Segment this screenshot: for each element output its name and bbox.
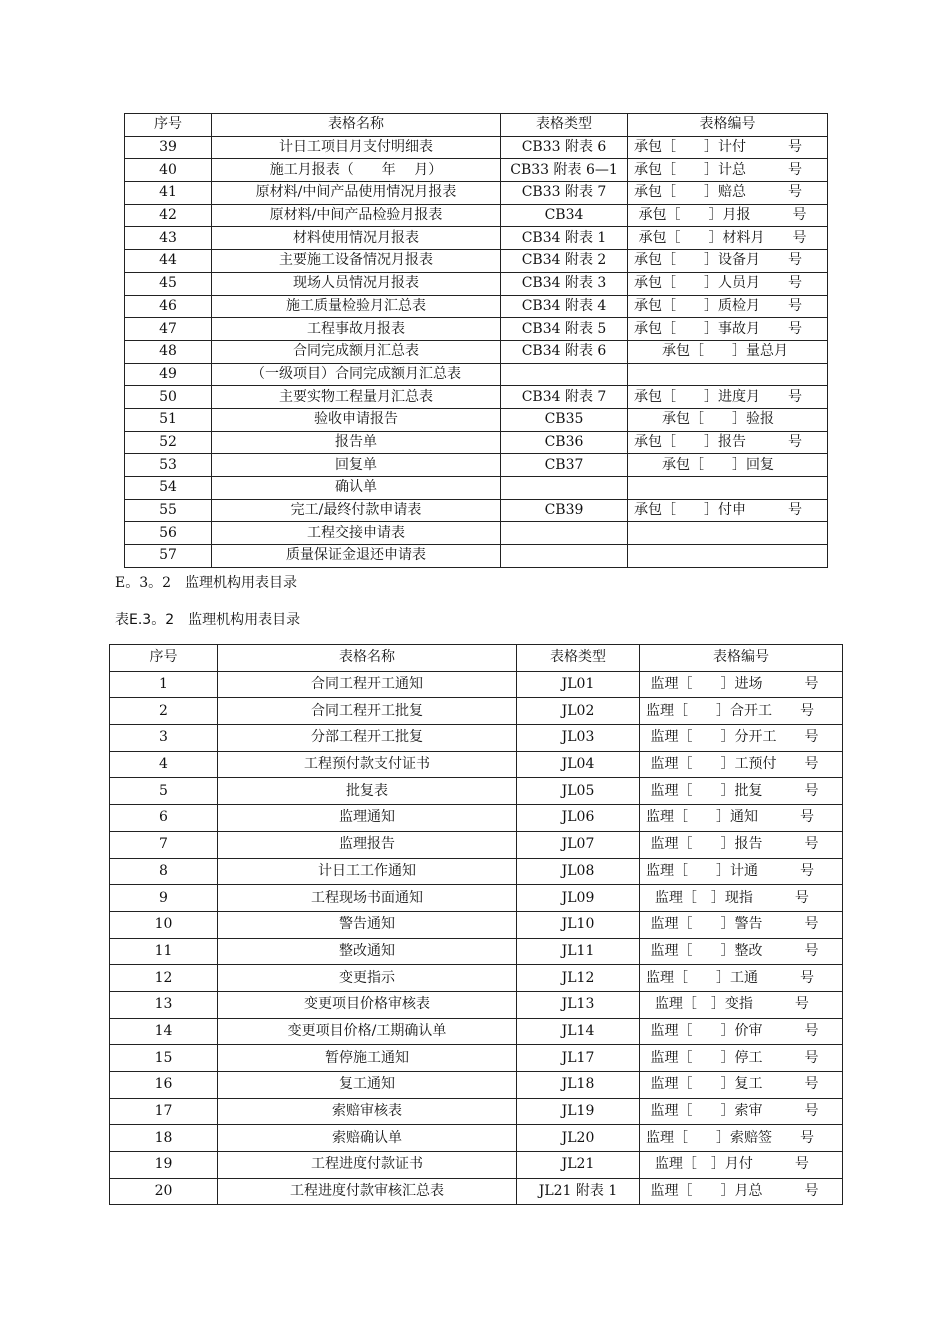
- form-code: 承包［ ］赔总 号: [628, 182, 828, 205]
- row-index: 40: [125, 159, 212, 182]
- form-code: 承包［ ］人员月 号: [628, 272, 828, 295]
- table-caption: 表E.3。2 监理机构用表目录: [115, 612, 301, 628]
- form-code: 监理［ ］停工 号: [640, 1045, 843, 1072]
- row-index: 7: [110, 831, 218, 858]
- row-index: 54: [125, 477, 212, 500]
- table-row: [110, 805, 843, 832]
- form-code: 监理［ ］整改 号: [640, 938, 843, 965]
- table-header-row: [110, 645, 843, 672]
- form-type: [501, 363, 628, 386]
- row-index: 55: [125, 499, 212, 522]
- table-row: [110, 858, 843, 885]
- form-name: 变更项目价格/工期确认单: [218, 1018, 517, 1045]
- form-name: 合同工程开工通知: [218, 671, 517, 698]
- row-index: 3: [110, 725, 218, 752]
- table-row: [125, 477, 828, 500]
- table-row: [110, 938, 843, 965]
- header-index: 序号: [125, 114, 212, 137]
- row-index: 20: [110, 1178, 218, 1205]
- form-name: 批复表: [218, 778, 517, 805]
- form-name: 工程事故月报表: [212, 318, 501, 341]
- form-name: 质量保证金退还申请表: [212, 545, 501, 568]
- row-index: 45: [125, 272, 212, 295]
- form-type: JL02: [517, 698, 640, 725]
- form-code: 监理［ ］合开工 号: [640, 698, 843, 725]
- section-heading: E。3。2 监理机构用表目录: [115, 575, 298, 591]
- form-code: 监理［ ］通知 号: [640, 805, 843, 832]
- form-name: 主要施工设备情况月报表: [212, 250, 501, 273]
- form-code: [628, 477, 828, 500]
- row-index: 19: [110, 1152, 218, 1179]
- row-index: 57: [125, 545, 212, 568]
- row-index: 50: [125, 386, 212, 409]
- form-code: [628, 522, 828, 545]
- table-row: [110, 1152, 843, 1179]
- table-row: [110, 698, 843, 725]
- table-row: [125, 272, 828, 295]
- form-type: JL19: [517, 1098, 640, 1125]
- table-row: [125, 159, 828, 182]
- table-row: [125, 522, 828, 545]
- form-name: 确认单: [212, 477, 501, 500]
- header-form-type: 表格类型: [501, 114, 628, 137]
- row-index: 42: [125, 204, 212, 227]
- form-name: 监理通知: [218, 805, 517, 832]
- form-type: CB39: [501, 499, 628, 522]
- form-name: 回复单: [212, 454, 501, 477]
- form-type: JL10: [517, 911, 640, 938]
- form-code: 承包［ ］量总月: [628, 340, 828, 363]
- table-row: [110, 991, 843, 1018]
- form-name: 材料使用情况月报表: [212, 227, 501, 250]
- form-code: 监理［ ］工通 号: [640, 965, 843, 992]
- row-index: 11: [110, 938, 218, 965]
- form-name: 索赔审核表: [218, 1098, 517, 1125]
- header-form-type: 表格类型: [517, 645, 640, 672]
- table-row: [125, 499, 828, 522]
- row-index: 9: [110, 885, 218, 912]
- form-type: CB33 附表 7: [501, 182, 628, 205]
- form-name: 原材料/中间产品检验月报表: [212, 204, 501, 227]
- header-form-code: 表格编号: [640, 645, 843, 672]
- table-header-row: [125, 114, 828, 137]
- table-row: [110, 725, 843, 752]
- form-name: 工程进度付款审核汇总表: [218, 1178, 517, 1205]
- table-row: [110, 1018, 843, 1045]
- row-index: 41: [125, 182, 212, 205]
- table-row: [125, 363, 828, 386]
- form-code: [628, 363, 828, 386]
- form-name: 验收申请报告: [212, 408, 501, 431]
- form-code: 承包［ ］设备月 号: [628, 250, 828, 273]
- table-row: [110, 778, 843, 805]
- table-row: [125, 431, 828, 454]
- form-code: 监理［ ］工预付 号: [640, 751, 843, 778]
- form-name: 工程现场书面通知: [218, 885, 517, 912]
- form-name: 复工通知: [218, 1072, 517, 1099]
- form-type: JL20: [517, 1125, 640, 1152]
- row-index: 47: [125, 318, 212, 341]
- table-row: [110, 1125, 843, 1152]
- form-code: [628, 545, 828, 568]
- table-row: [125, 295, 828, 318]
- form-type: CB34 附表 6: [501, 340, 628, 363]
- table-row: [110, 1072, 843, 1099]
- row-index: 18: [110, 1125, 218, 1152]
- row-index: 14: [110, 1018, 218, 1045]
- form-type: JL06: [517, 805, 640, 832]
- row-index: 10: [110, 911, 218, 938]
- table-row: [110, 751, 843, 778]
- row-index: 2: [110, 698, 218, 725]
- row-index: 39: [125, 136, 212, 159]
- table-row: [110, 885, 843, 912]
- row-index: 1: [110, 671, 218, 698]
- row-index: 46: [125, 295, 212, 318]
- form-type: JL11: [517, 938, 640, 965]
- form-type: CB34 附表 3: [501, 272, 628, 295]
- table-row: [110, 965, 843, 992]
- form-name: 变更指示: [218, 965, 517, 992]
- form-type: CB34 附表 2: [501, 250, 628, 273]
- row-index: 8: [110, 858, 218, 885]
- table-row: [110, 831, 843, 858]
- row-index: 13: [110, 991, 218, 1018]
- row-index: 49: [125, 363, 212, 386]
- form-code: 监理［ ］批复 号: [640, 778, 843, 805]
- form-code: 承包［ ］计总 号: [628, 159, 828, 182]
- table-row: [110, 1178, 843, 1205]
- form-code: 承包［ ］质检月 号: [628, 295, 828, 318]
- form-name: 计日工工作通知: [218, 858, 517, 885]
- form-type: JL21 附表 1: [517, 1178, 640, 1205]
- form-name: 主要实物工程量月汇总表: [212, 386, 501, 409]
- form-type: CB34: [501, 204, 628, 227]
- form-name: 合同完成额月汇总表: [212, 340, 501, 363]
- form-type: CB34 附表 7: [501, 386, 628, 409]
- row-index: 53: [125, 454, 212, 477]
- row-index: 43: [125, 227, 212, 250]
- table-row: [110, 671, 843, 698]
- table-row: [125, 545, 828, 568]
- form-type: CB34 附表 1: [501, 227, 628, 250]
- form-type: JL04: [517, 751, 640, 778]
- form-type: [501, 545, 628, 568]
- form-name: （一级项目）合同完成额月汇总表: [212, 363, 501, 386]
- form-name: 监理报告: [218, 831, 517, 858]
- row-index: 56: [125, 522, 212, 545]
- form-code: 承包［ ］事故月 号: [628, 318, 828, 341]
- table-row: [110, 1098, 843, 1125]
- table-row: [125, 386, 828, 409]
- form-type: JL21: [517, 1152, 640, 1179]
- form-name: 原材料/中间产品使用情况月报表: [212, 182, 501, 205]
- contractor-forms-table: [124, 113, 828, 568]
- form-code: 承包［ ］进度月 号: [628, 386, 828, 409]
- form-code: 监理［ ］月付 号: [640, 1152, 843, 1179]
- row-index: 17: [110, 1098, 218, 1125]
- form-name: 计日工项目月支付明细表: [212, 136, 501, 159]
- form-code: 监理［ ］价审 号: [640, 1018, 843, 1045]
- form-type: JL01: [517, 671, 640, 698]
- header-index: 序号: [110, 645, 218, 672]
- form-type: [501, 477, 628, 500]
- form-name: 施工月报表（ 年 月）: [212, 159, 501, 182]
- table-row: [110, 911, 843, 938]
- supervision-forms-table: [109, 644, 843, 1205]
- form-type: CB33 附表 6: [501, 136, 628, 159]
- table-row: [125, 250, 828, 273]
- form-code: 监理［ ］报告 号: [640, 831, 843, 858]
- form-type: CB34 附表 5: [501, 318, 628, 341]
- form-type: JL17: [517, 1045, 640, 1072]
- form-name: 暂停施工通知: [218, 1045, 517, 1072]
- form-code: 承包［ ］回复: [628, 454, 828, 477]
- form-code: 监理［ ］进场 号: [640, 671, 843, 698]
- row-index: 48: [125, 340, 212, 363]
- form-code: 承包［ ］付申 号: [628, 499, 828, 522]
- table-row: [125, 408, 828, 431]
- form-type: JL07: [517, 831, 640, 858]
- form-type: JL05: [517, 778, 640, 805]
- header-form-name: 表格名称: [218, 645, 517, 672]
- header-form-name: 表格名称: [212, 114, 501, 137]
- form-type: JL08: [517, 858, 640, 885]
- form-type: JL14: [517, 1018, 640, 1045]
- form-code: 监理［ ］索审 号: [640, 1098, 843, 1125]
- row-index: 52: [125, 431, 212, 454]
- form-code: 监理［ ］计通 号: [640, 858, 843, 885]
- form-code: 监理［ ］月总 号: [640, 1178, 843, 1205]
- table-row: [125, 454, 828, 477]
- form-name: 整改通知: [218, 938, 517, 965]
- form-code: 承包［ ］计付 号: [628, 136, 828, 159]
- form-name: 工程进度付款证书: [218, 1152, 517, 1179]
- form-name: 施工质量检验月汇总表: [212, 295, 501, 318]
- form-code: 监理［ ］索赔签 号: [640, 1125, 843, 1152]
- form-name: 工程预付款支付证书: [218, 751, 517, 778]
- row-index: 16: [110, 1072, 218, 1099]
- header-form-code: 表格编号: [628, 114, 828, 137]
- form-name: 警告通知: [218, 911, 517, 938]
- form-name: 变更项目价格审核表: [218, 991, 517, 1018]
- form-code: 监理［ ］警告 号: [640, 911, 843, 938]
- form-type: CB37: [501, 454, 628, 477]
- form-type: CB34 附表 4: [501, 295, 628, 318]
- form-name: 索赔确认单: [218, 1125, 517, 1152]
- row-index: 51: [125, 408, 212, 431]
- form-name: 工程交接申请表: [212, 522, 501, 545]
- form-name: 现场人员情况月报表: [212, 272, 501, 295]
- form-code: 承包［ ］验报: [628, 408, 828, 431]
- form-type: [501, 522, 628, 545]
- row-index: 5: [110, 778, 218, 805]
- form-type: CB36: [501, 431, 628, 454]
- form-type: JL13: [517, 991, 640, 1018]
- row-index: 6: [110, 805, 218, 832]
- form-name: 完工/最终付款申请表: [212, 499, 501, 522]
- form-code: 监理［ ］变指 号: [640, 991, 843, 1018]
- form-code: 承包［ ］材料月 号: [628, 227, 828, 250]
- row-index: 44: [125, 250, 212, 273]
- form-name: 报告单: [212, 431, 501, 454]
- form-name: 合同工程开工批复: [218, 698, 517, 725]
- form-type: CB33 附表 6—1: [501, 159, 628, 182]
- table-row: [125, 227, 828, 250]
- form-type: JL03: [517, 725, 640, 752]
- form-code: 监理［ ］分开工 号: [640, 725, 843, 752]
- form-code: 承包［ ］报告 号: [628, 431, 828, 454]
- row-index: 15: [110, 1045, 218, 1072]
- table-row: [125, 318, 828, 341]
- row-index: 12: [110, 965, 218, 992]
- table-row: [125, 204, 828, 227]
- form-code: 监理［ ］复工 号: [640, 1072, 843, 1099]
- form-name: 分部工程开工批复: [218, 725, 517, 752]
- form-type: JL12: [517, 965, 640, 992]
- form-code: 监理［ ］现指 号: [640, 885, 843, 912]
- form-type: CB35: [501, 408, 628, 431]
- form-type: JL18: [517, 1072, 640, 1099]
- table-row: [110, 1045, 843, 1072]
- row-index: 4: [110, 751, 218, 778]
- form-type: JL09: [517, 885, 640, 912]
- table-row: [125, 182, 828, 205]
- table-row: [125, 340, 828, 363]
- table-row: [125, 136, 828, 159]
- form-code: 承包［ ］月报 号: [628, 204, 828, 227]
